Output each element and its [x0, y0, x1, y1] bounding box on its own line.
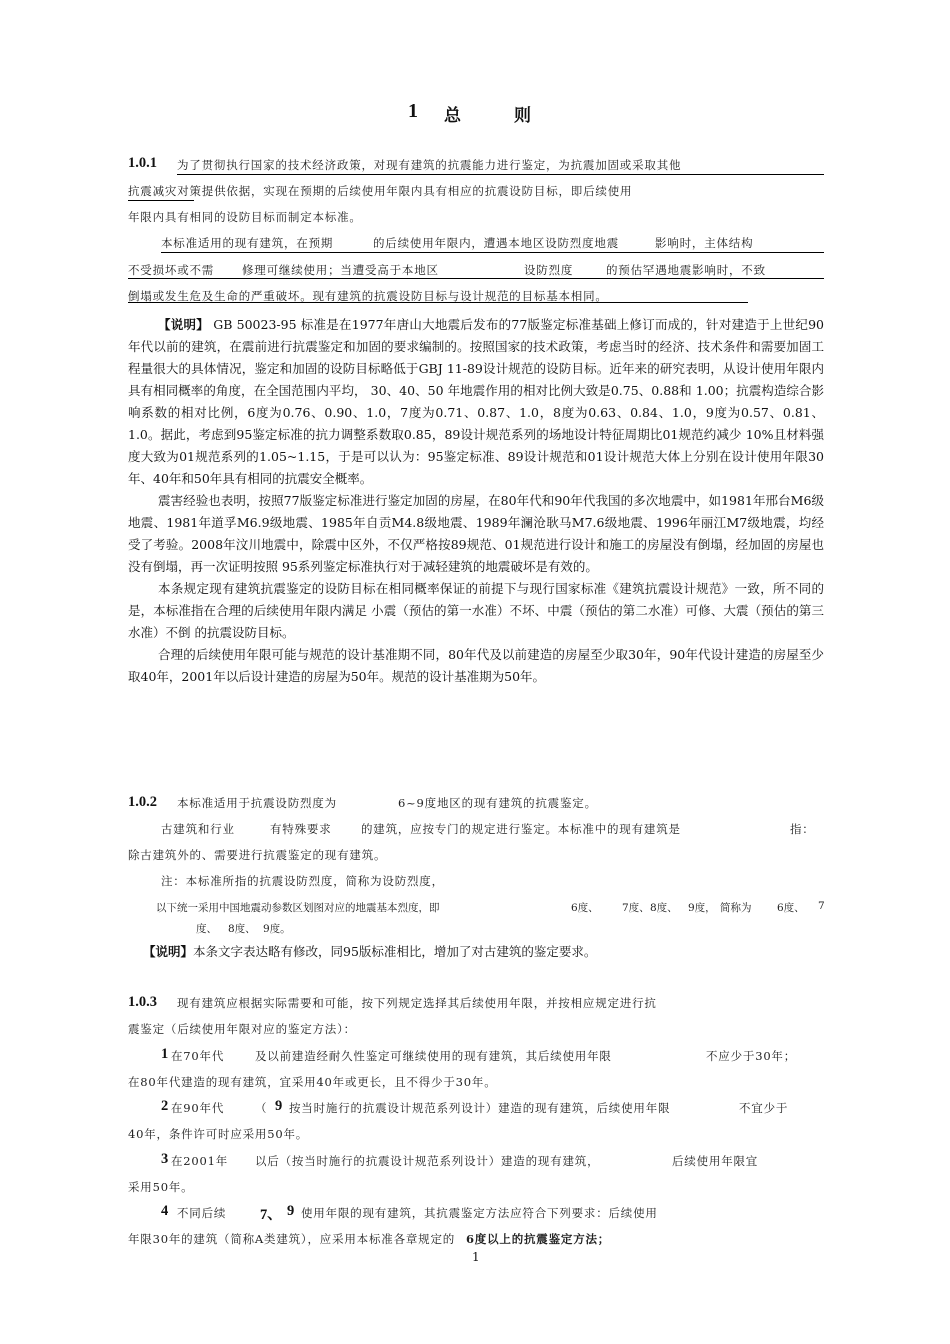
clause-1-0-3-line-2: 震鉴定（后续使用年限对应的鉴定方法）： [128, 1022, 356, 1036]
clause-1-0-1-line-6: 倒塌或发生危及生命的严重破坏。现有建筑的抗震设防目标与设计规范的目标基本相同。 [128, 289, 608, 303]
clause-number-1-0-1: 1.0.1 [128, 155, 157, 171]
chapter-number: 1 [408, 100, 418, 122]
clause-1-0-1-line-5d: 的预估罕遇地震影响时，不致 [606, 263, 766, 277]
item-2-part-d: 按当时施行的抗震设计规范系列设计）建造的现有建筑，后续使用年限 [289, 1101, 671, 1115]
item-2-part-f: 40年，条件许可时应采用50年。 [128, 1127, 309, 1141]
explanation-1-0-1 [128, 314, 824, 688]
clause-1-0-2-line-3: 除古建筑外的、需要进行抗震鉴定的现有建筑。 [128, 848, 387, 862]
explanation-para-4: 合理的后续使用年限可能与规范的设计基准期不同，80年代及以前建造的房屋至少取30年，90年代设计建造的房屋至少取40年，2001年以后设计建造的房屋为50年。规范的设计基准期为50年。 [128, 647, 824, 684]
clause-1-0-1-line-5c: 设防烈度 [524, 263, 574, 277]
item-4-part-b: 7、 [260, 1207, 282, 1223]
item-1-part-c: 不应少于30年； [706, 1049, 797, 1063]
item-2-part-a: 在90年代 [171, 1101, 225, 1115]
clause-1-0-2-line-2c: 的建筑，应按专门的规定进行鉴定。本标准中的现有建筑是 [361, 822, 681, 836]
item-4-part-c: 9 [287, 1203, 295, 1219]
item-4-part-d: 使用年限的现有建筑，其抗震鉴定方法应符合下列要求：后续使用 [301, 1206, 658, 1220]
clause-1-0-1-line-4a: 本标准适用的现有建筑，在预期 [161, 236, 334, 250]
explanation-1-0-2 [143, 942, 596, 960]
item-4-part-f: 6度以上的抗震鉴定方法； [466, 1232, 611, 1246]
item-2-part-c: 9 [275, 1098, 283, 1114]
item-3-part-a: 在2001年 [171, 1154, 229, 1168]
clause-1-0-2-note-5g: 6度、 [777, 902, 805, 914]
clause-1-0-2-note-6a: 度、 [196, 923, 217, 935]
clause-1-0-2-note-5h: 7 [818, 900, 825, 912]
clause-1-0-2-note-5c: 7度、 [622, 902, 650, 914]
clause-1-0-2-line-1b: 6~9度地区的现有建筑的抗震鉴定。 [398, 796, 597, 810]
clause-number-1-0-3: 1.0.3 [128, 994, 157, 1010]
item-3-part-c: 后续使用年限宜 [672, 1154, 759, 1168]
page-number: 1 [472, 1250, 480, 1264]
clause-1-0-2-line-1a: 本标准适用于抗震设防烈度为 [177, 796, 337, 810]
clause-1-0-2-note-6b: 8度、 [228, 923, 256, 935]
clause-1-0-2-note-5b: 6度、 [571, 902, 599, 914]
clause-number-1-0-2: 1.0.2 [128, 794, 157, 810]
item-1-part-d: 在80年代建造的现有建筑，宜采用40年或更长，且不得少于30年。 [128, 1075, 497, 1089]
clause-1-0-2-note-5d: 8度、 [650, 902, 678, 914]
clause-1-0-2-line-2b: 有特殊要求 [270, 822, 332, 836]
clause-1-0-2-note-5f: 简称为 [720, 902, 752, 914]
clause-1-0-2-line-2d: 指： [790, 822, 815, 836]
item-number-1: 1 [161, 1046, 169, 1062]
clause-1-0-3-line-1: 现有建筑应根据实际需要和可能，按下列规定选择其后续使用年限，并按相应规定进行抗 [177, 996, 657, 1010]
clause-1-0-2-note-5e: 9度， [688, 902, 716, 914]
underline [177, 174, 824, 175]
explanation-label: 【说明】 [143, 944, 194, 959]
clause-1-0-1-line-2: 抗震减灾对策提供依据，实现在预期的后续使用年限内具有相应的抗震设防目标，即后续使用 [128, 184, 633, 198]
clause-1-0-2-note-6c: 9度。 [263, 923, 291, 935]
chapter-title-char-2: 则 [514, 106, 531, 125]
underline [161, 252, 824, 253]
item-number-4: 4 [161, 1203, 169, 1219]
underline [128, 200, 194, 201]
item-number-3: 3 [161, 1151, 169, 1167]
clause-1-0-2-line-4: 注：本标准所指的抗震设防烈度，简称为设防烈度， [161, 874, 444, 888]
underline [128, 302, 748, 303]
item-2-part-b: （ [255, 1101, 268, 1115]
item-4-part-a: 不同后续 [177, 1206, 227, 1220]
item-1-part-b: 及以前建造经耐久性鉴定可继续使用的现有建筑，其后续使用年限 [255, 1049, 612, 1063]
item-number-2: 2 [161, 1098, 169, 1114]
item-3-part-d: 采用50年。 [128, 1180, 194, 1194]
item-2-part-e: 不宜少于 [739, 1101, 789, 1115]
clause-1-0-2-note-5a: 以下统一采用中国地震动参数区划图对应的地震基本烈度，即 [156, 902, 440, 914]
explanation-para-3: 本条规定现有建筑抗震鉴定的设防目标在相同概率保证的前提下与现行国家标准《建筑抗震设计规范》一致，所不同的是，本标准指在合理的后续使用年限内满足 小震（预估的第一水准）不坏、中震（预估的第二水准）可修、大震（预估的第三水准）不倒 的抗震设防目标。 [128, 581, 824, 640]
chapter-title-char-1: 总 [444, 106, 461, 125]
clause-1-0-1-line-4c: 影响时，主体结构 [655, 236, 754, 250]
clause-1-0-1-line-1: 为了贯彻执行国家的技术经济政策，对现有建筑的抗震能力进行鉴定，为抗震加固或采取其他 [177, 158, 682, 172]
clause-1-0-1-line-4b: 的后续使用年限内，遭遇本地区设防烈度地震 [373, 236, 619, 250]
item-1-part-a: 在70年代 [171, 1049, 225, 1063]
item-3-part-b: 以后（按当时施行的抗震设计规范系列设计）建造的现有建筑， [255, 1154, 600, 1168]
explanation-para-1: GB 50023-95 标准是在1977年唐山大地震后发布的77版鉴定标准基础上修订而成的，针对建造于上世纪90年代以前的建筑，在震前进行抗震鉴定和加固的要求编制的。按照国家的技术政策，考虑当时的经济、技术条件和需要加固工程量很大的具体情况，鉴定和加固的设防目标略低于GBJ 11-89设计规范的设防目标。近年来的研究表明，从设计使用年限内具有相同概率的角度，在全国范围内平均， 30、40、50 年地震作用的相对比例大致是0.75、0.88和 1.00；抗震构造综合影响系数的相对比例，6度为0.76、0.90、1.0，7度为0.71、0.87、1.0，8度为0.63、0.84、1.0，9度为0.57、0.81、1.0。据此，考虑到95鉴定标准的抗力调整系数取0.85，89设计规范系列的场地设计特征周期比01规范约减少 10%且材料强度大致为01规范系列的1.05~1.15，于是可以认为：95鉴定标准、89设计规范和01设计规范大体上分别在设计使用年限30年、40年和50年具有相同的抗震安全概率。 [128, 317, 824, 486]
underline [128, 278, 824, 279]
explanation-text: 本条文字表达略有修改，同95版标准相比，增加了对古建筑的鉴定要求。 [193, 944, 597, 959]
clause-1-0-1-line-5a: 不受损坏或不需 [128, 263, 215, 277]
clause-1-0-1-line-5b: 修理可继续使用；当遭受高于本地区 [242, 263, 439, 277]
item-4-part-e: 年限30年的建筑（简称A类建筑），应采用本标准各章规定的 [128, 1232, 456, 1246]
explanation-para-2: 震害经验也表明，按照77版鉴定标准进行鉴定加固的房屋，在80年代和90年代我国的多次地震中，如1981年邢台M6级地震、1981年道孚M6.9级地震、1985年自贡M4.8级地震、1989年澜沧耿马M7.6级地震、1996年丽江M7级地震，均经受了考验。2008年汶川地震中，除震中区外，不仅严格按89规范、01规范进行设计和施工的房屋没有倒塌，经加固的房屋也没有倒塌，再一次证明按照 95系列鉴定标准执行对于减轻建筑的地震破坏是有效的。 [128, 493, 824, 574]
clause-1-0-1-line-3: 年限内具有相同的设防目标而制定本标准。 [128, 210, 362, 224]
explanation-label: 【说明】 [158, 317, 210, 332]
clause-1-0-2-line-2a: 古建筑和行业 [161, 822, 235, 836]
